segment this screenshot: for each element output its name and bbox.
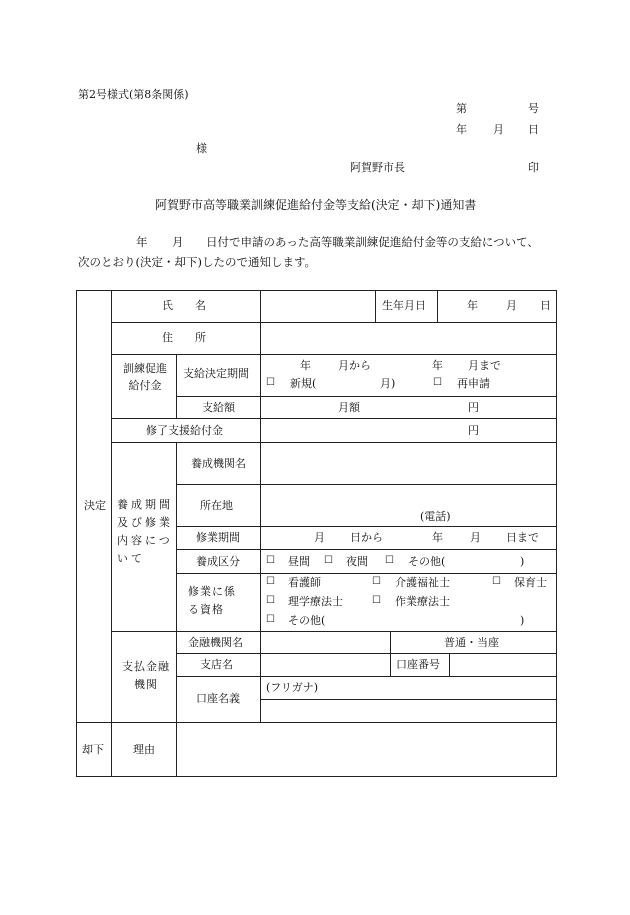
birth-year: 年 — [467, 299, 478, 312]
form-number: 第2号様式(第8条関係) — [78, 88, 189, 101]
category-label: 養成区分 — [196, 555, 240, 568]
location-label: 所在地 — [200, 499, 233, 512]
q-ot-checkbox[interactable]: ☐ — [372, 595, 381, 606]
sp-from-month: 月 — [314, 531, 325, 544]
bank-section-label: 支払金融機関 — [122, 660, 170, 691]
reapply-checkbox[interactable]: ☐ — [433, 377, 442, 388]
name-label: 氏 名 — [162, 299, 206, 312]
training-section-label: 養成期間及び修業内容について — [117, 498, 173, 565]
doc-no-suffix: 号 — [528, 102, 539, 115]
q-care-label: 介護福祉士 — [395, 576, 450, 589]
cat-day-label: 昼間 — [288, 555, 310, 568]
period-from-year: 年 — [300, 359, 311, 372]
new-checkbox[interactable]: ☐ — [266, 377, 275, 388]
holder-label: 口座名義 — [196, 692, 240, 705]
yen-completion: 円 — [468, 424, 479, 437]
intro-month: 月 — [172, 235, 184, 249]
period-to-year: 年 — [432, 359, 443, 372]
cat-other-label: その他( — [408, 555, 446, 568]
q-other-label: その他( — [288, 614, 326, 627]
addressee-suffix: 様 — [196, 142, 207, 155]
reason-label: 理由 — [133, 743, 155, 756]
intro-line1: 日付で申請のあった高等職業訓練促進給付金等の支給について、 — [206, 235, 539, 249]
q-nurse-checkbox[interactable]: ☐ — [266, 576, 275, 587]
period-from-month: 月から — [338, 359, 371, 372]
institution-label: 養成機関名 — [191, 457, 246, 470]
branch-label: 支店名 — [200, 658, 233, 671]
period-label: 支給決定期間 — [183, 367, 249, 380]
yen-amount: 円 — [468, 401, 479, 414]
phone-label: (電話) — [420, 510, 451, 523]
amount-label: 支給額 — [202, 401, 235, 414]
q-other-checkbox[interactable]: ☐ — [266, 614, 275, 625]
issuer: 阿賀野市長 — [350, 161, 405, 174]
doc-no-prefix: 第 — [456, 102, 467, 115]
bank-name-label: 金融機関名 — [188, 636, 243, 649]
q-nurse-label: 看護師 — [288, 576, 321, 589]
q-care-checkbox[interactable]: ☐ — [372, 576, 381, 587]
q-ot-label: 作業療法士 — [395, 595, 450, 608]
date-year: 年 — [456, 123, 467, 136]
birth-month: 月 — [506, 299, 517, 312]
cat-close: ) — [520, 555, 525, 568]
birth-day: 日 — [540, 299, 551, 312]
sp-to-day: 日まで — [506, 531, 539, 544]
address-label: 住 所 — [162, 331, 206, 344]
birth-label: 生年月日 — [382, 299, 426, 312]
new-label: 新規( — [290, 377, 317, 390]
sp-to-year: 年 — [432, 531, 443, 544]
period-to-month: 月まで — [468, 359, 501, 372]
document-title: 阿賀野市高等職業訓練促進給付金等支給(決定・却下)通知書 — [155, 198, 477, 212]
account-no-label: 口座番号 — [396, 658, 440, 671]
date-month: 月 — [493, 123, 504, 136]
account-type: 普通・当座 — [444, 636, 499, 649]
sp-from-day: 日から — [350, 531, 383, 544]
study-period-label: 修業期間 — [196, 531, 240, 544]
intro-year: 年 — [136, 235, 148, 249]
intro-line2: 次のとおり(決定・却下)したので通知します。 — [78, 255, 317, 269]
completion-label: 修了支援給付金 — [146, 424, 223, 437]
furigana-label: (フリガナ) — [266, 681, 319, 694]
rejection-label: 却下 — [82, 743, 104, 756]
decision-label: 決定 — [84, 499, 106, 512]
q-childcare-label: 保育士 — [514, 576, 547, 589]
reapply-label: 再申請 — [457, 377, 490, 390]
training-benefit-label: 訓練促進給付金 — [123, 362, 167, 392]
monthly-label: 月額 — [338, 401, 360, 414]
sp-to-month: 月 — [470, 531, 481, 544]
qualification-label: 修業に係る資格 — [188, 585, 236, 616]
seal: 印 — [528, 161, 539, 174]
new-month: 月) — [380, 377, 396, 390]
date-day: 日 — [528, 123, 539, 136]
cat-other-checkbox[interactable]: ☐ — [385, 555, 394, 566]
cat-day-checkbox[interactable]: ☐ — [266, 555, 275, 566]
cat-night-label: 夜間 — [346, 555, 368, 568]
cat-night-checkbox[interactable]: ☐ — [324, 555, 333, 566]
q-pt-checkbox[interactable]: ☐ — [266, 595, 275, 606]
q-close: ) — [520, 614, 525, 627]
q-childcare-checkbox[interactable]: ☐ — [492, 576, 501, 587]
q-pt-label: 理学療法士 — [288, 595, 343, 608]
